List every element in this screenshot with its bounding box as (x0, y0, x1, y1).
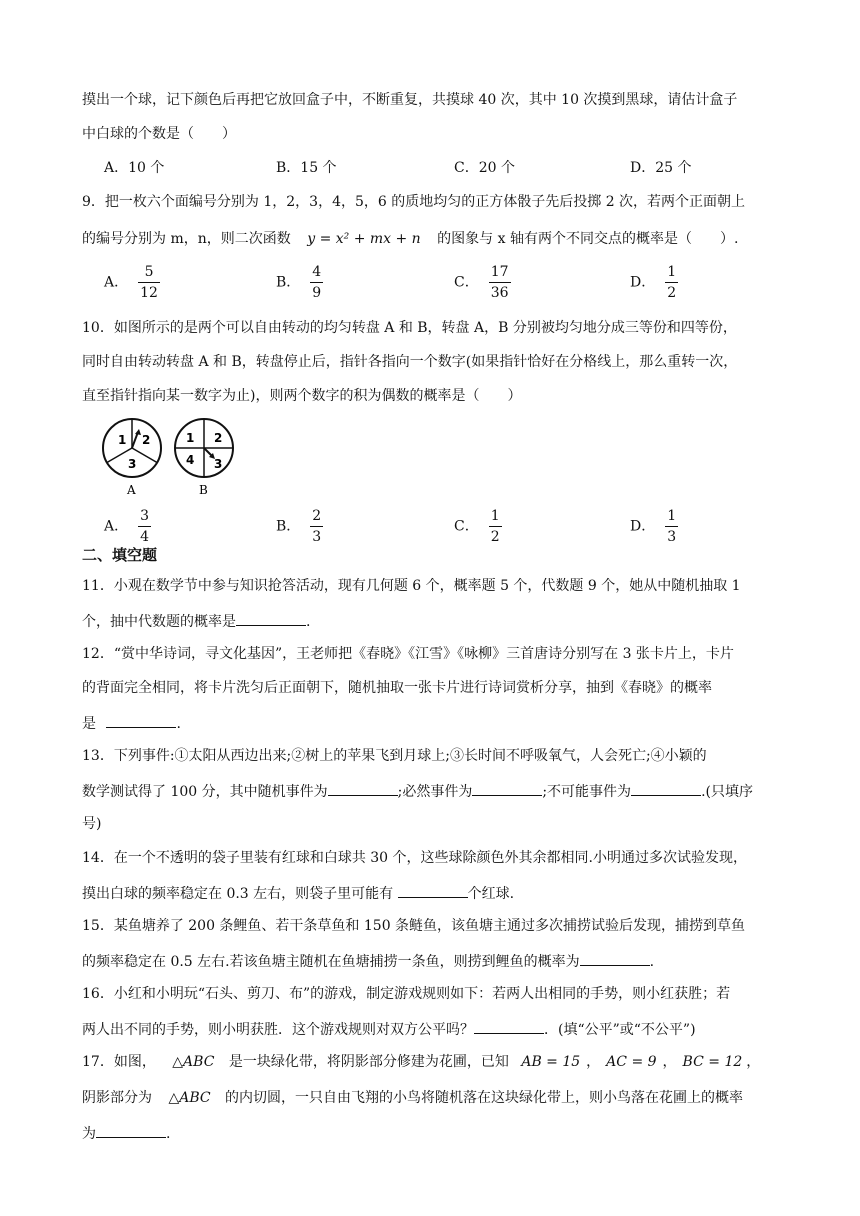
spinner-a-label: A (127, 483, 136, 497)
q10-option-d (630, 508, 678, 545)
q14-line-1: 14．在一个不透明的袋子里装有红球和白球共 30 个，这些球除颜色外其余都相同.小明通过多次试验发现， (82, 850, 747, 866)
q17-line-1 (82, 1052, 760, 1072)
q8-option-c: C．20 个 (454, 160, 515, 176)
q13-line-2 (82, 780, 753, 802)
q14-answer-blank[interactable] (398, 882, 468, 898)
q17-text: 17．如图， (82, 1054, 156, 1070)
q17-separator: ， (586, 1054, 601, 1070)
option-label: A． (104, 274, 129, 291)
q17-period: . (166, 1126, 171, 1142)
q12-answer-blank[interactable] (106, 712, 176, 728)
section-heading-fill-in: 二、填空题 (82, 546, 158, 564)
q9-option-a (104, 264, 160, 301)
option-label: B． (276, 274, 301, 291)
q13-text-impossible: ;不可能事件为 (542, 784, 632, 800)
fraction: $\frac{4}{9}$ (312, 264, 322, 301)
q8-option-a: A．10 个 (104, 160, 165, 176)
spinner-b-number: 2 (214, 431, 223, 445)
q17-text: 阴影部分为 (82, 1090, 152, 1106)
q11-answer-blank[interactable] (236, 610, 306, 626)
q17-triangle-abc: △ABC (168, 1090, 211, 1106)
fraction: $\frac{1}{2}$ (490, 508, 500, 545)
q17-separator: ， (662, 1054, 677, 1070)
option-label: C． (454, 274, 479, 291)
option-label: D． (630, 518, 656, 535)
option-label: D． (630, 274, 656, 291)
spinner-a (103, 419, 161, 497)
q13-random-blank[interactable] (328, 780, 398, 796)
q11-line-2 (82, 610, 310, 632)
q8-option-b: B．15 个 (276, 160, 337, 176)
q9-text-a: 的编号分别为 m，n，则二次函数 (82, 231, 291, 247)
q13-line-1: 13．下列事件:①太阳从西边出来;②树上的苹果飞到月球上;③长时间不呼吸氧气，人会死亡;④小颖的 (82, 748, 707, 764)
q12-line-3 (82, 712, 181, 734)
q17-length-bc: BC = 12 (682, 1054, 743, 1070)
q8-option-d: D．25 个 (630, 160, 692, 176)
q15-period: . (649, 954, 655, 970)
spinner-b-label: B (199, 483, 208, 497)
q17-length-ac: AC = 9 (606, 1054, 657, 1070)
q10-option-a (104, 508, 151, 545)
spinner-b (175, 419, 233, 497)
q10-option-b (276, 508, 323, 545)
q12-line-2: 的背面完全相同，将卡片洗匀后正面朝下，随机抽取一张卡片进行诗词赏析分享，抽到《春晓》的概率 (82, 680, 712, 696)
q15-text: 的频率稳定在 0.5 左右.若该鱼塘主随机在鱼塘捕捞一条鱼，则捞到鲤鱼的概率为 (82, 954, 580, 970)
q15-answer-blank[interactable] (580, 950, 650, 966)
spinner-b-number: 4 (186, 453, 195, 467)
q16-text: 两人出不同的手势，则小明获胜．这个游戏规则对双方公平吗？ (82, 1022, 474, 1038)
q9-line-2 (82, 229, 738, 249)
option-label: C． (454, 518, 479, 535)
fraction: $\frac{1}{3}$ (667, 508, 677, 545)
spinner-b-number: 3 (214, 457, 223, 471)
spinner-b-number: 1 (186, 431, 195, 445)
q11-text: 个，抽中代数题的概率是 (82, 614, 236, 630)
fraction: $\frac{5}{12}$ (140, 264, 158, 301)
q9-text-b: 的图象与 x 轴有两个不同交点的概率是（ ）. (437, 231, 739, 247)
q9-line-1: 9．把一枚六个面编号分别为 1，2，3，4，5，6 的质地均匀的正方体骰子先后投掷 2 次，若两个正面朝上 (82, 194, 746, 210)
q14-text-end: 个红球. (467, 886, 515, 902)
q16-line-2 (82, 1018, 696, 1040)
q12-line-1: 12．“赏中华诗词，寻文化基因”，王老师把《春晓》《江雪》《咏柳》三首唐诗分别写在 3 张卡片上，卡片 (82, 646, 734, 662)
q17-line-3 (82, 1122, 170, 1144)
q14-line-2 (82, 882, 514, 904)
q10-line-1: 10．如图所示的是两个可以自由转动的均匀转盘 A 和 B，转盘 A，B 分别被均匀地分成三等份和四等份， (82, 320, 737, 336)
q13-certain-blank[interactable] (472, 780, 542, 796)
q10-line-2: 同时自由转动转盘 A 和 B，转盘停止后，指针各指向一个数字(如果指针恰好在分格线上，那么重转一次， (82, 354, 738, 370)
q13-text-note: .(只填序 (701, 784, 753, 800)
fraction: $\frac{3}{4}$ (140, 508, 150, 545)
q13-text-random: 数学测试得了 100 分，其中随机事件为 (82, 784, 328, 800)
spinners-figure (100, 418, 240, 498)
spinner-a-number: 1 (118, 433, 127, 447)
spinner-a-number: 3 (128, 457, 137, 471)
q12-text: 是 (82, 716, 101, 732)
q12-period: . (176, 716, 181, 732)
q17-length-ab: AB = 15 (521, 1054, 581, 1070)
q9-option-d (630, 264, 678, 301)
q15-line-1: 15．某鱼塘养了 200 条鲤鱼、若干条草鱼和 150 条鲢鱼，该鱼塘主通过多次捕捞试验后发现，捕捞到草鱼 (82, 918, 746, 934)
q17-text: 是一块绿化带，将阴影部分修建为花圃，已知 (228, 1054, 509, 1070)
q8-line-1: 摸出一个球，记下颜色后再把它放回盒子中，不断重复，共摸球 40 次，其中 10 次摸到黑球，请估计盒子 (82, 92, 738, 108)
q13-text-certain: ;必然事件为 (397, 784, 473, 800)
q13-line-3: 号) (82, 816, 102, 832)
q13-impossible-blank[interactable] (631, 780, 701, 796)
q11-period: . (306, 614, 311, 630)
q15-line-2 (82, 950, 654, 972)
option-label: B． (276, 518, 301, 535)
q17-separator: ， (746, 1054, 761, 1070)
q8-line-2: 中白球的个数是（ ） (82, 126, 236, 142)
q10-line-3: 直至指针指向某一数字为止)，则两个数字的积为偶数的概率是（ ） (82, 388, 522, 404)
q9-option-c (454, 264, 511, 301)
q16-text-end: ．(填“公平”或“不公平”) (544, 1022, 696, 1038)
q17-text: 为 (82, 1126, 96, 1142)
q10-option-c (454, 508, 502, 545)
option-label: A． (104, 518, 129, 535)
fraction: $\frac{1}{2}$ (667, 264, 677, 301)
q16-line-1: 16．小红和小明玩“石头、剪刀、布”的游戏，制定游戏规则如下：若两人出相同的手势，则小红获胜；若 (82, 986, 731, 1002)
q16-answer-blank[interactable] (474, 1018, 544, 1034)
q14-text: 摸出白球的频率稳定在 0.3 左右，则袋子里可能有 (82, 886, 398, 902)
q11-line-1: 11．小观在数学节中参与知识抢答活动，现有几何题 6 个，概率题 5 个，代数题 9 个，她从中随机抽取 1 (82, 578, 741, 594)
q17-text: 的内切圆，一只自由飞翔的小鸟将随机落在这块绿化带上，则小鸟落在花圃上的概率 (225, 1090, 744, 1106)
fraction: $\frac{17}{36}$ (490, 264, 509, 301)
q17-triangle-abc: △ABC (172, 1054, 215, 1070)
q17-line-2 (82, 1088, 743, 1108)
q17-answer-blank[interactable] (96, 1122, 166, 1138)
spinner-a-number: 2 (142, 433, 151, 447)
q9-quadratic-formula: y = x² + mx + n (307, 231, 421, 247)
fraction: $\frac{2}{3}$ (312, 508, 322, 545)
q9-option-b (276, 264, 323, 301)
